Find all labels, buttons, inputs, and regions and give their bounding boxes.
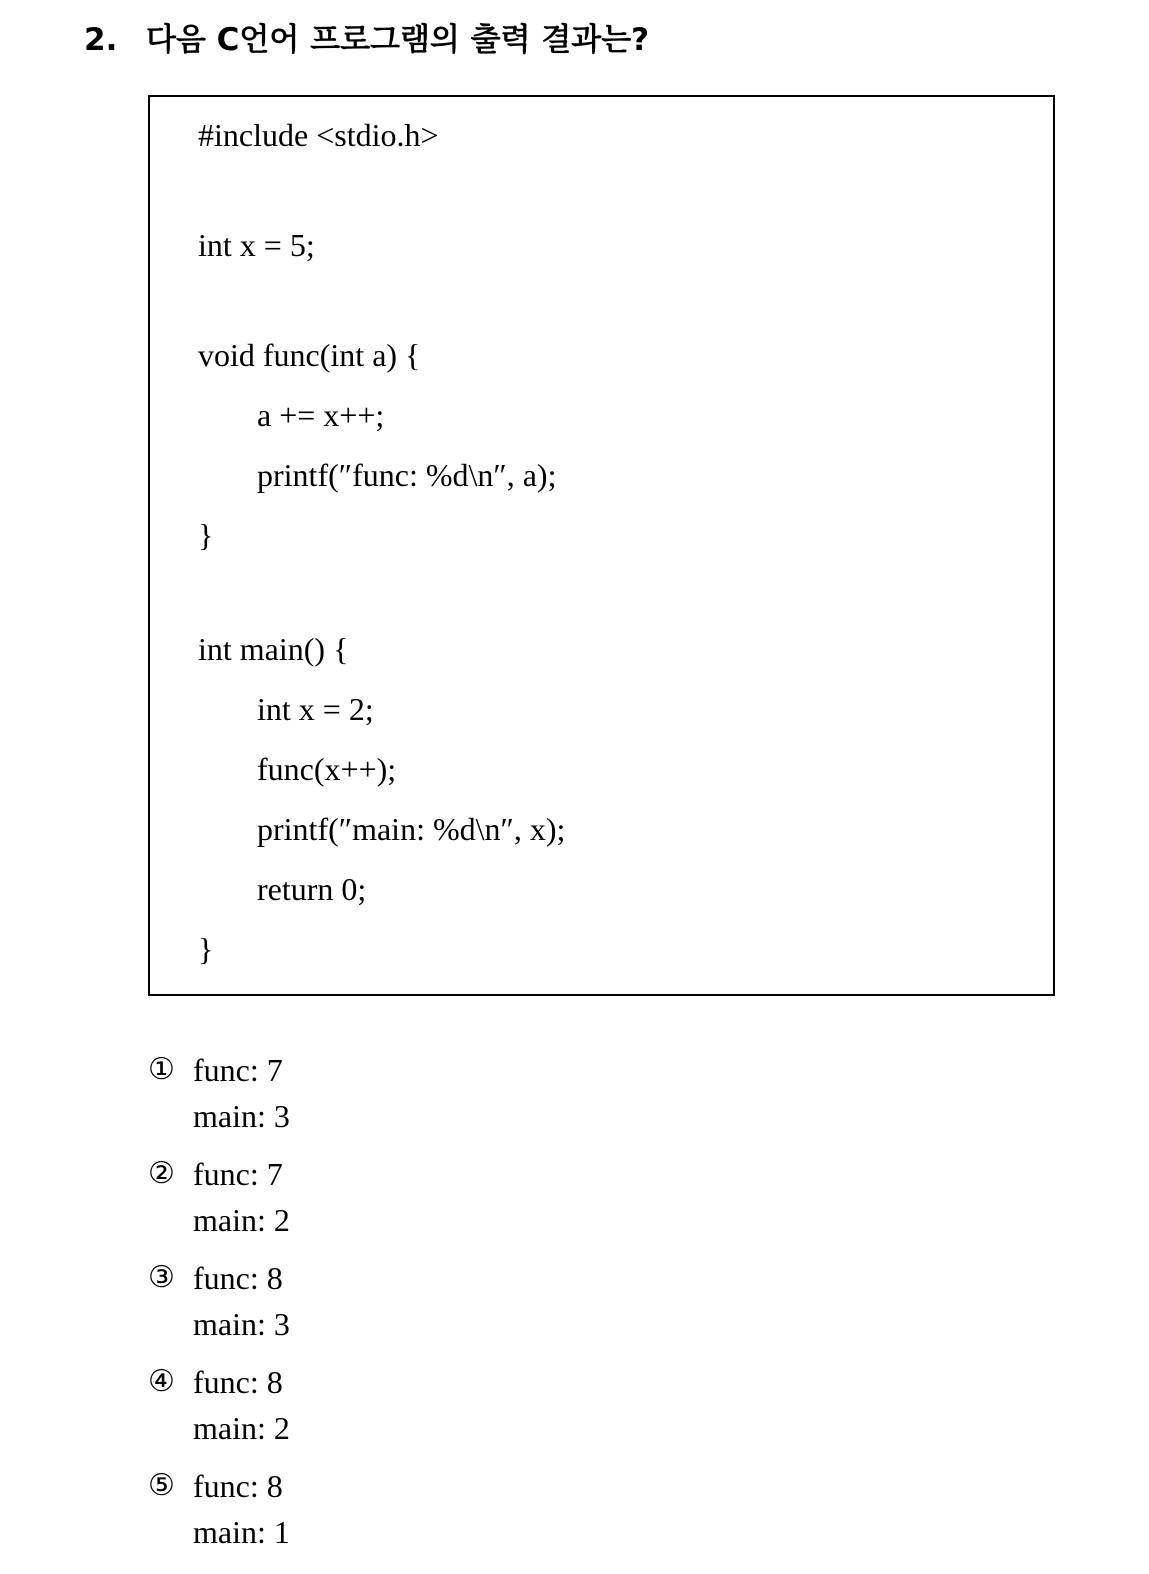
- code-line-main-return: return 0;: [257, 871, 367, 907]
- code-line-main-signature: int main() {: [198, 631, 349, 667]
- option-func-output: func: 7: [193, 1052, 283, 1088]
- option-main-output: main: 3: [193, 1098, 290, 1134]
- option-number: ⑤: [148, 1468, 175, 1503]
- code-line-global-x: int x = 5;: [198, 227, 315, 263]
- code-line-main-printf: printf(″main: %d\n″, x);: [257, 811, 566, 847]
- option-main-output: main: 2: [193, 1202, 290, 1238]
- question-heading: [84, 18, 649, 62]
- option-main-output: main: 2: [193, 1410, 290, 1446]
- code-line-func-close: }: [198, 517, 214, 553]
- code-line-include: #include <stdio.h>: [198, 117, 439, 153]
- option-number: ④: [148, 1364, 175, 1399]
- option-main-output: main: 3: [193, 1306, 290, 1342]
- option-func-output: func: 7: [193, 1156, 283, 1192]
- option-func-output: func: 8: [193, 1260, 283, 1296]
- code-line-main-call: func(x++);: [257, 751, 397, 787]
- option-main-output: main: 1: [193, 1514, 290, 1550]
- code-line-func-signature: void func(int a) {: [198, 337, 421, 373]
- option-number: ②: [148, 1156, 175, 1191]
- question-number: 2.: [84, 22, 118, 58]
- option-number: ③: [148, 1260, 175, 1295]
- question-text: 다음 C언어 프로그램의 출력 결과는?: [146, 22, 650, 58]
- code-line-func-printf: printf(″func: %d\n″, a);: [257, 457, 557, 493]
- code-line-func-add: a += x++;: [257, 397, 385, 433]
- option-func-output: func: 8: [193, 1468, 283, 1504]
- option-func-output: func: 8: [193, 1364, 283, 1400]
- code-line-main-local-x: int x = 2;: [257, 691, 374, 727]
- code-line-main-close: }: [198, 931, 214, 967]
- option-number: ①: [148, 1052, 175, 1087]
- code-box: [148, 95, 1055, 996]
